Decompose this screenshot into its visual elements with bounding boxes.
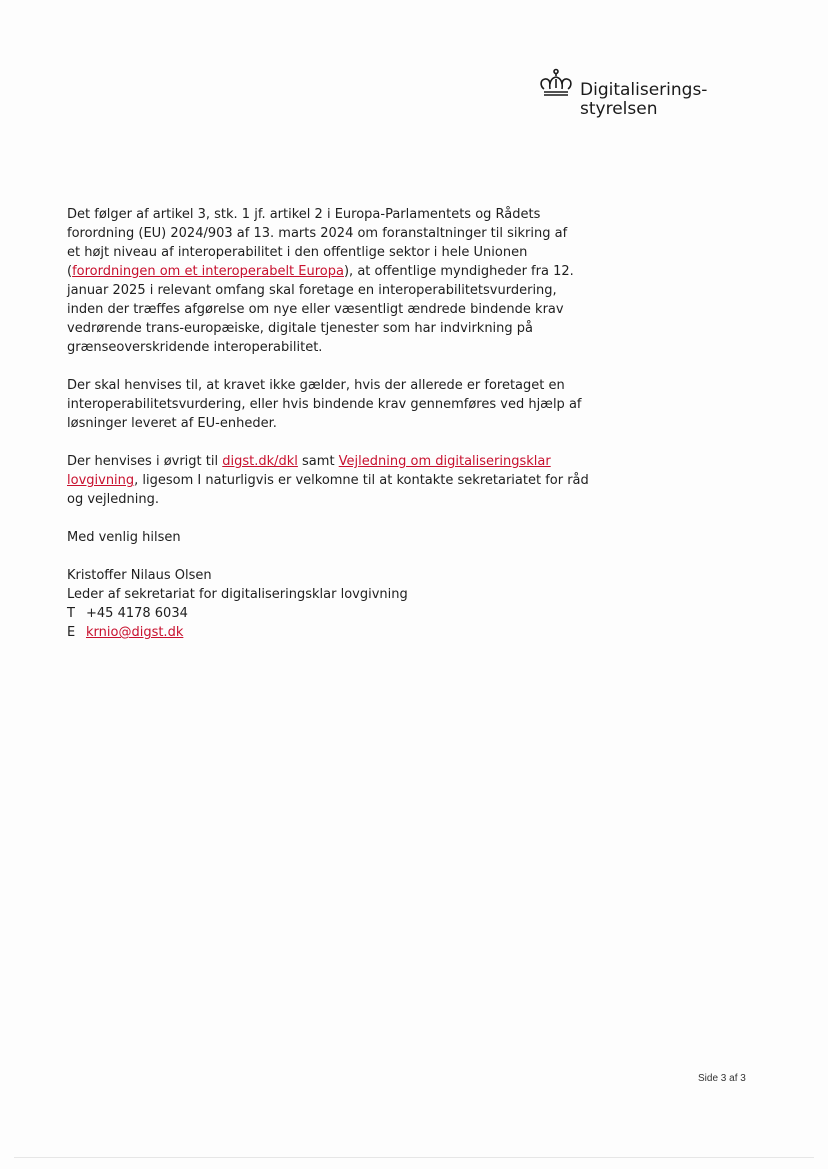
letter-body	[67, 205, 589, 642]
text-fragment: Der henvises i øvrigt til	[67, 454, 223, 469]
text-line: Der skal henvises til, at kravet ikke gælder, hvis der allerede er foretaget en	[67, 378, 565, 393]
page-number: Side 3 af 3	[698, 1073, 746, 1084]
text-fragment: ), at offentlige myndigheder fra 12.	[343, 264, 574, 279]
text-line: Det følger af artikel 3, stk. 1 jf. artikel 2 i Europa-Parlamentets og Rådets	[67, 207, 541, 222]
text-fragment: (	[67, 264, 73, 279]
phone-row	[67, 604, 567, 623]
phone-number: +45 4178 6034	[86, 606, 188, 621]
text-line: januar 2025 i relevant omfang skal foretage en interoperabilitetsvurdering,	[67, 283, 557, 298]
signature-block	[67, 566, 567, 642]
text-line	[67, 262, 574, 281]
text-line: og vejledning.	[67, 492, 159, 507]
paragraph-regulation	[67, 205, 574, 357]
agency-logo	[538, 68, 707, 119]
paragraph-exemption	[67, 376, 582, 433]
text-fragment: , ligesom I naturligvis er velkomne til at kontakte sekretariatet for råd	[134, 473, 589, 488]
text-fragment: samt	[297, 454, 339, 469]
interoperable-europe-link[interactable]: forordningen om et interoperabelt Europa	[72, 264, 344, 279]
text-line	[67, 471, 589, 490]
signer-name: Kristoffer Nilaus Olsen	[67, 568, 212, 583]
scan-edge-divider	[14, 1157, 814, 1158]
logo-line-1: Digitaliserings-	[580, 80, 708, 100]
guidance-link-part1[interactable]: Vejledning om digitaliseringsklar	[338, 454, 551, 469]
logo-wordmark	[580, 81, 707, 119]
signer-title: Leder af sekretariat for digitaliseringsklar lovgivning	[67, 587, 408, 602]
text-line: inden der træffes afgørelse om nye eller væsentligt ændrede bindende krav	[67, 302, 564, 317]
closing-greeting: Med venlig hilsen	[67, 530, 181, 545]
paragraph-references	[67, 452, 589, 509]
text-line: løsninger leveret af EU-enheder.	[67, 416, 277, 431]
phone-label: T	[67, 606, 75, 621]
email-link[interactable]: krnio@digst.dk	[86, 625, 184, 640]
text-line: grænseoverskridende interoperabilitet.	[67, 340, 323, 355]
text-line	[67, 452, 567, 471]
email-label: E	[67, 625, 76, 640]
digst-dkl-link[interactable]: digst.dk/dkl	[222, 454, 298, 469]
email-row	[67, 623, 567, 642]
logo-line-2: styrelsen	[580, 99, 658, 119]
crown-logo-icon	[538, 68, 574, 100]
text-line: et højt niveau af interoperabilitet i den offentlige sektor i hele Unionen	[67, 245, 528, 260]
guidance-link-part2[interactable]: lovgivning	[67, 473, 135, 488]
text-line: forordning (EU) 2024/903 af 13. marts 2024 om foranstaltninger til sikring af	[67, 226, 568, 241]
text-line: vedrørende trans-europæiske, digitale tjenester som har indvirkning på	[67, 321, 534, 336]
text-line: interoperabilitetsvurdering, eller hvis bindende krav gennemføres ved hjælp af	[67, 397, 582, 412]
